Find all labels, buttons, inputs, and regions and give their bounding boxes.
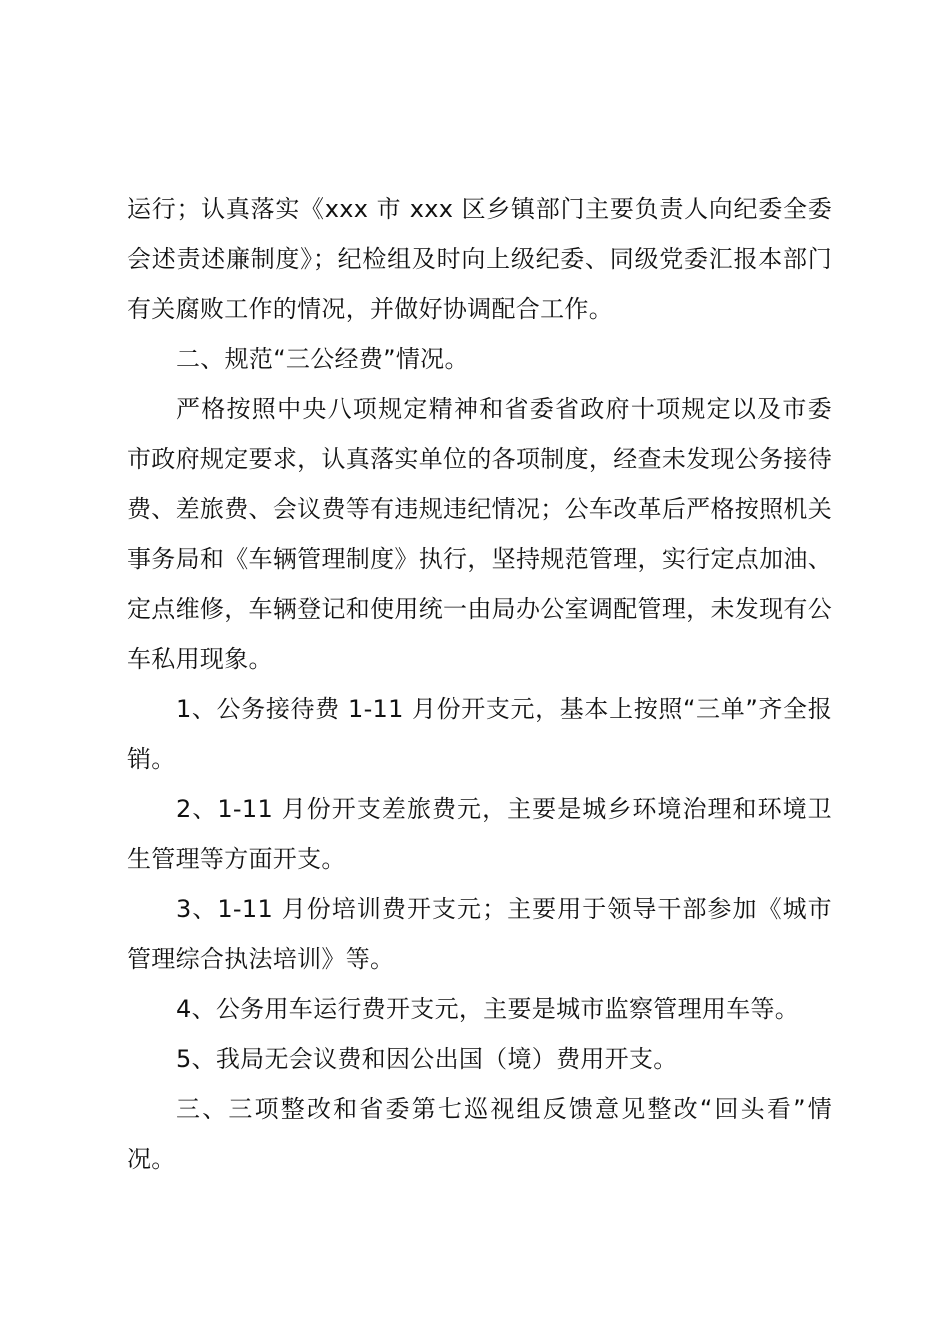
document-body bbox=[127, 184, 832, 1184]
heading-section-two: 二、规范“三公经费”情况。 bbox=[176, 345, 469, 373]
list-item-vehicle-fee: 4、公务用车运行费开支元，主要是城市监察管理用车等。 bbox=[176, 995, 800, 1023]
heading-section-three: 三、三项整改和省委第七巡视组反馈意见整改“回头看”情况。 bbox=[127, 1095, 832, 1173]
list-item-travel-fee: 2、1-11 月份开支差旅费元，主要是城乡环境治理和环境卫生管理等方面开支。 bbox=[127, 795, 832, 873]
list-item-reception-fee: 1、公务接待费 1-11 月份开支元，基本上按照“三单”齐全报销。 bbox=[127, 695, 832, 773]
paragraph-regulation: 严格按照中央八项规定精神和省委省政府十项规定以及市委市政府规定要求，认真落实单位的各项制度，经查未发现公务接待费、差旅费、会议费等有违规违纪情况；公车改革后严格按照机关事务局和《车辆管理制度》执行，坚持规范管理，实行定点加油、定点维修，车辆登记和使用统一由局办公室调配管理，未发现有公车私用现象。 bbox=[127, 395, 832, 673]
list-item-training-fee: 3、1-11 月份培训费开支元；主要用于领导干部参加《城市管理综合执法培训》等。 bbox=[127, 895, 832, 973]
paragraph-continuation: 运行；认真落实《xxx 市 xxx 区乡镇部门主要负责人向纪委全委会述责述廉制度》；纪检组及时向上级纪委、同级党委汇报本部门有关腐败工作的情况，并做好协调配合工作。 bbox=[127, 195, 832, 323]
list-item-meeting-fee: 5、我局无会议费和因公出国（境）费用开支。 bbox=[176, 1045, 678, 1073]
